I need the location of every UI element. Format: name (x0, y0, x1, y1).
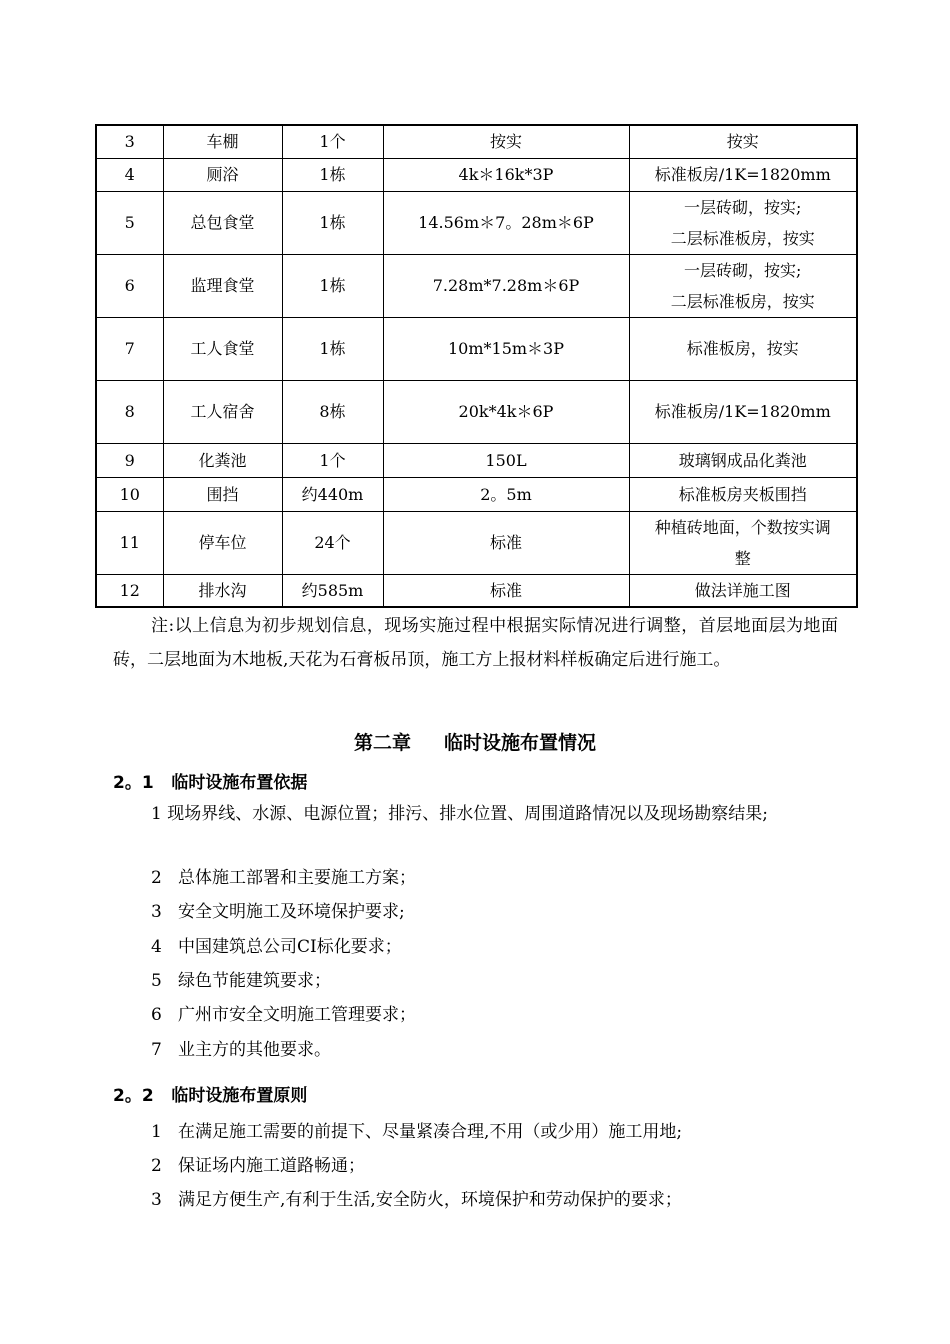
cell-remark: 按实 (629, 125, 857, 158)
list-item: 2 保证场内施工道路畅通； (151, 1156, 366, 1176)
cell-index: 11 (96, 511, 163, 574)
cell-index: 6 (96, 254, 163, 317)
cell-qty: 约585m (282, 574, 383, 607)
cell-index: 10 (96, 477, 163, 511)
cell-index: 12 (96, 574, 163, 607)
cell-name: 监理食堂 (163, 254, 282, 317)
cell-name: 工人食堂 (163, 317, 282, 380)
cell-remark: 玻璃钢成品化粪池 (629, 443, 857, 477)
cell-size: 标准 (383, 574, 629, 607)
cell-remark: 标准板房/1K=1820mm (629, 158, 857, 191)
cell-name: 化粪池 (163, 443, 282, 477)
cell-size: 7.28m*7.28m＊6P (383, 254, 629, 317)
cell-qty: 1栋 (282, 254, 383, 317)
cell-size: 14.56m＊7。28m＊6P (383, 191, 629, 254)
remark-line: 二层标准板房，按实 (670, 228, 815, 248)
cell-size: 2。5m (383, 477, 629, 511)
list-item: 6 广州市安全文明施工管理要求； (151, 1005, 417, 1025)
cell-name: 厕浴 (163, 158, 282, 191)
cell-index: 9 (96, 443, 163, 477)
table-row (96, 125, 857, 158)
section-title: 2。1 临时设施布置依据 (113, 773, 308, 793)
cell-remark (629, 254, 857, 317)
remark-line: 一层砖砌，按实; (684, 260, 802, 280)
table-row (96, 574, 857, 607)
cell-remark (629, 511, 857, 574)
list-item: 2 总体施工部署和主要施工方案； (151, 868, 417, 888)
cell-index: 8 (96, 380, 163, 443)
cell-index: 5 (96, 191, 163, 254)
cell-remark: 标准板房，按实 (629, 317, 857, 380)
cell-remark: 做法详施工图 (629, 574, 857, 607)
cell-index: 3 (96, 125, 163, 158)
table-row (96, 477, 857, 511)
table-row (96, 380, 857, 443)
cell-size: 20k*4k＊6P (383, 380, 629, 443)
chapter-title: 第二章 临时设施布置情况 (353, 732, 597, 754)
cell-size: 按实 (383, 125, 629, 158)
cell-qty: 1个 (282, 443, 383, 477)
cell-qty: 1栋 (282, 317, 383, 380)
list-item: 3 安全文明施工及环境保护要求; (151, 902, 405, 922)
list-item: 5 绿色节能建筑要求； (151, 971, 332, 991)
cell-qty: 约440m (282, 477, 383, 511)
cell-qty: 24个 (282, 511, 383, 574)
table-row (96, 191, 857, 254)
cell-remark: 标准板房/1K=1820mm (629, 380, 857, 443)
cell-size: 10m*15m＊3P (383, 317, 629, 380)
cell-name: 停车位 (163, 511, 282, 574)
cell-index: 4 (96, 158, 163, 191)
cell-name: 总包食堂 (163, 191, 282, 254)
cell-remark: 标准板房夹板围挡 (629, 477, 857, 511)
remark-line: 整 (734, 548, 751, 568)
cell-name: 排水沟 (163, 574, 282, 607)
table-note: 注:以上信息为初步规划信息，现场实施过程中根据实际情况进行调整，首层地面层为地面砖，二层地面为木地板,天花为石膏板吊顶，施工方上报材料样板确定后进行施工。 (113, 616, 838, 670)
facility-table (95, 124, 858, 608)
table-row (96, 511, 857, 574)
cell-qty: 1个 (282, 125, 383, 158)
list-item: 3 满足方便生产,有利于生活,安全防火，环境保护和劳动保护的要求； (151, 1190, 682, 1210)
list-item: 4 中国建筑总公司CI标化要求； (151, 937, 402, 957)
cell-qty: 1栋 (282, 158, 383, 191)
remark-line: 种植砖地面，个数按实调 (654, 517, 831, 537)
list-item: 1 在满足施工需要的前提下、尽量紧凑合理,不用（或少用）施工用地; (151, 1122, 683, 1142)
cell-size: 4k＊16k*3P (383, 158, 629, 191)
list-item: 7 业主方的其他要求。 (151, 1040, 332, 1060)
cell-qty: 8栋 (282, 380, 383, 443)
table-row (96, 317, 857, 380)
paragraph: 1 现场界线、水源、电源位置；排污、排水位置、周围道路情况以及现场勘察结果; (151, 804, 768, 824)
remark-line: 二层标准板房，按实 (670, 291, 815, 311)
cell-name: 围挡 (163, 477, 282, 511)
table-row (96, 254, 857, 317)
remark-line: 一层砖砌，按实; (684, 197, 802, 217)
section-title: 2。2 临时设施布置原则 (113, 1086, 308, 1106)
cell-remark (629, 191, 857, 254)
cell-index: 7 (96, 317, 163, 380)
cell-size: 标准 (383, 511, 629, 574)
cell-qty: 1栋 (282, 191, 383, 254)
table-row (96, 443, 857, 477)
table-row (96, 158, 857, 191)
cell-size: 150L (383, 443, 629, 477)
cell-name: 工人宿舍 (163, 380, 282, 443)
cell-name: 车棚 (163, 125, 282, 158)
